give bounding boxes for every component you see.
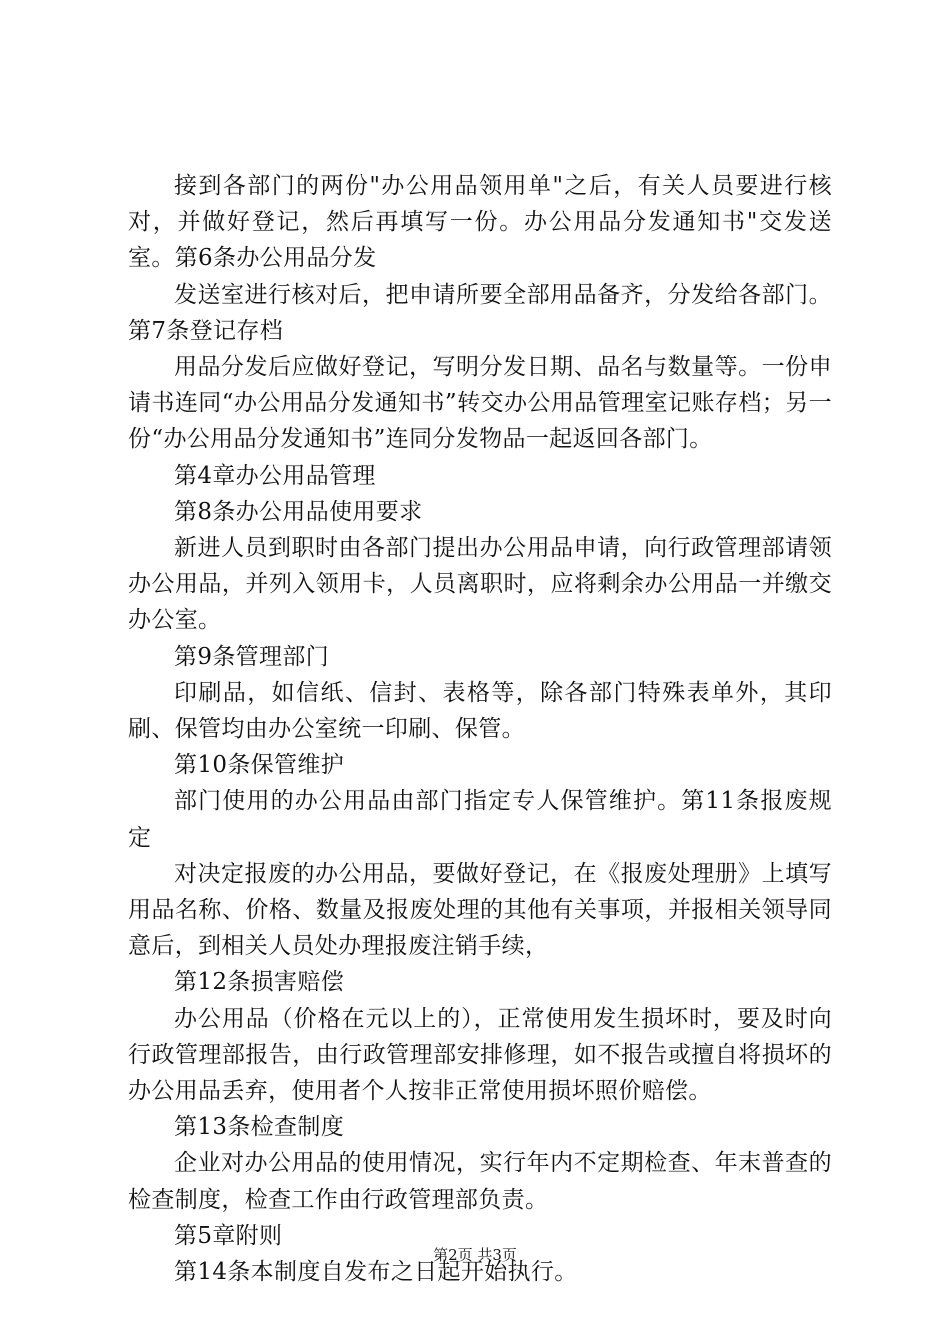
document-body xyxy=(128,168,832,1290)
paragraph-damage-compensation: 办公用品（价格在元以上的），正常使用发生损坏时，要及时向行政管理部报告，由行政管理部安排修理，如不报告或擅自将损坏的办公用品丢弃，使用者个人按非正常使用损坏照价赔偿。 xyxy=(128,1005,832,1105)
chapter-heading-5: 第5章附则 xyxy=(174,1222,283,1249)
paragraph-inspection: 企业对办公用品的使用情况，实行年内不定期检查、年末普查的检查制度，检查工作由行政管理部负责。 xyxy=(128,1150,832,1213)
paragraph-receive-requisition: 接到各部门的两份"办公用品领用单"之后，有关人员要进行核对，并做好登记，然后再填写一份。办公用品分发通知书"交发送室。第6条办公用品分发 xyxy=(128,173,832,272)
paragraph-maintenance: 部门使用的办公用品由部门指定专人保管维护。第11条报废规定 xyxy=(128,788,832,851)
article-heading-12: 第12条损害赔偿 xyxy=(174,969,345,996)
article-heading-10: 第10条保管维护 xyxy=(174,752,345,779)
paragraph-printed-matter: 印刷品，如信纸、信封、表格等，除各部门特殊表单外，其印刷、保管均由办公室统一印刷、保管。 xyxy=(128,679,832,743)
paragraph-scrap-handling: 对决定报废的办公用品，要做好登记，在《报废处理册》上填写用品名称、价格、数量及报废处理的其他有关事项，并报相关领导同意后，到相关人员处办理报废注销手续， xyxy=(128,860,832,960)
paragraph-new-staff: 新进人员到职时由各部门提出办公用品申请，向行政管理部请领办公用品，并列入领用卡，人员离职时，应将剩余办公用品一并缴交办公室。 xyxy=(128,535,832,634)
article-heading-13: 第13条检查制度 xyxy=(174,1114,345,1141)
article-heading-8: 第8条办公用品使用要求 xyxy=(174,498,423,525)
paragraph-dispatch-room: 发送室进行核对后，把申请所要全部用品备齐，分发给各部门。第7条登记存档 xyxy=(128,281,832,344)
page-number-footer: 第2页 共3页 xyxy=(433,1246,517,1264)
article-heading-9: 第9条管理部门 xyxy=(174,643,330,670)
chapter-heading-4: 第4章办公用品管理 xyxy=(174,462,376,489)
article-heading-14: 第14条本制度自发布之日起开始执行。 xyxy=(174,1259,578,1286)
paragraph-registration-archive: 用品分发后应做好登记，写明分发日期、品名与数量等。一份申请书连同“办公用品分发通知书”转交办公用品管理室记账存档；另一份“办公用品分发通知书”连同分发物品一起返回各部门。 xyxy=(128,354,832,453)
